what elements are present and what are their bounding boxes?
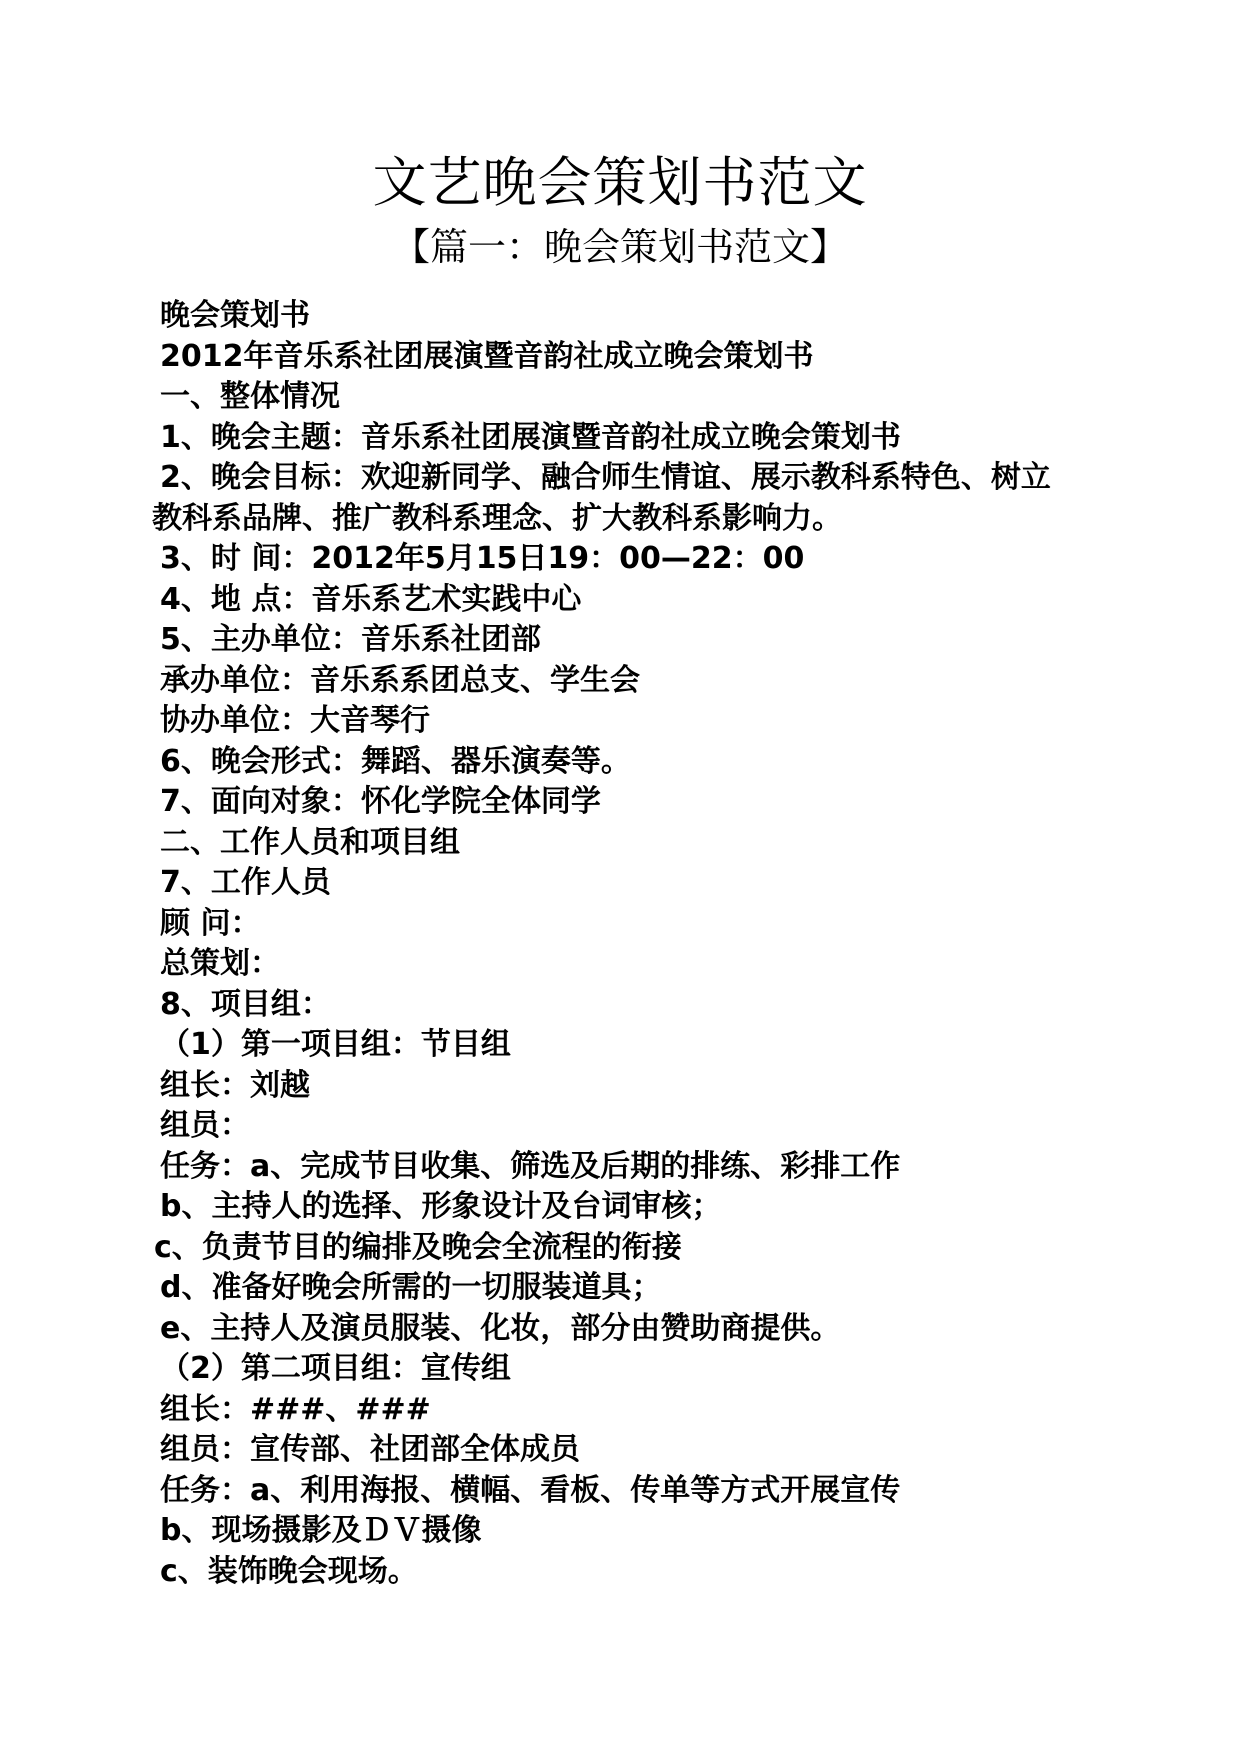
text-line: 教科系品牌、推广教科系理念、扩大教科系影响力。 [152, 500, 842, 536]
text-line: 8、项目组： [160, 986, 331, 1022]
text-line: 1、晚会主题：音乐系社团展演暨音韵社成立晚会策划书 [160, 419, 901, 455]
text-line: c、装饰晚会现场。 [160, 1553, 418, 1589]
text-line: （2）第二项目组：宣传组 [160, 1351, 511, 1386]
text-line: 任务：a、利用海报、横幅、看板、传单等方式开展宣传 [160, 1472, 901, 1508]
document-title: 文艺晚会策划书范文 [372, 151, 868, 214]
text-line: （1）第一项目组：节目组 [160, 1027, 511, 1062]
text-line: 组员：宣传部、社团部全体成员 [160, 1432, 580, 1467]
section-heading: 一、整体情况 [160, 379, 340, 414]
text-line: 承办单位：音乐系系团总支、学生会 [160, 662, 640, 698]
text-line: 协办单位：大音琴行 [160, 703, 430, 738]
text-line: 6、晚会形式：舞蹈、器乐演奏等。 [160, 743, 631, 779]
text-line: 总策划： [160, 946, 280, 981]
text-line: e、主持人及演员服装、化妆，部分由赞助商提供。 [160, 1310, 841, 1346]
text-line: d、准备好晚会所需的一切服装道具； [160, 1270, 662, 1305]
text-line: 晚会策划书 [160, 298, 310, 333]
text-line: 3、时 间：2012年5月15日19：00—22：00 [160, 541, 805, 576]
document-body [152, 296, 1120, 1592]
document-subtitle: 【篇一：晚会策划书范文】 [391, 225, 848, 269]
text-line: 顾 问： [160, 905, 261, 941]
text-line: 2012年音乐系社团展演暨音韵社成立晚会策划书 [160, 338, 814, 374]
text-line: 任务：a、完成节目收集、筛选及后期的排练、彩排工作 [160, 1148, 901, 1184]
text-line: c、负责节目的编排及晚会全流程的衔接 [154, 1229, 682, 1265]
text-line: 2、晚会目标：欢迎新同学、融合师生情谊、展示教科系特色、树立 [160, 460, 1051, 495]
text-line: 5、主办单位：音乐系社团部 [160, 622, 541, 657]
text-line: b、现场摄影及ＤＶ摄像 [160, 1513, 482, 1548]
section-heading: 二、工作人员和项目组 [160, 824, 460, 860]
text-line: 组员： [160, 1108, 250, 1143]
text-line: b、主持人的选择、形象设计及台词审核； [160, 1189, 722, 1224]
text-line: 组长：刘越 [160, 1067, 310, 1103]
text-line: 4、地 点：音乐系艺术实践中心 [160, 581, 582, 617]
text-line: 7、工作人员 [160, 865, 331, 900]
text-line: 组长：###、### [160, 1391, 431, 1427]
text-line: 7、面向对象：怀化学院全体同学 [160, 784, 601, 819]
